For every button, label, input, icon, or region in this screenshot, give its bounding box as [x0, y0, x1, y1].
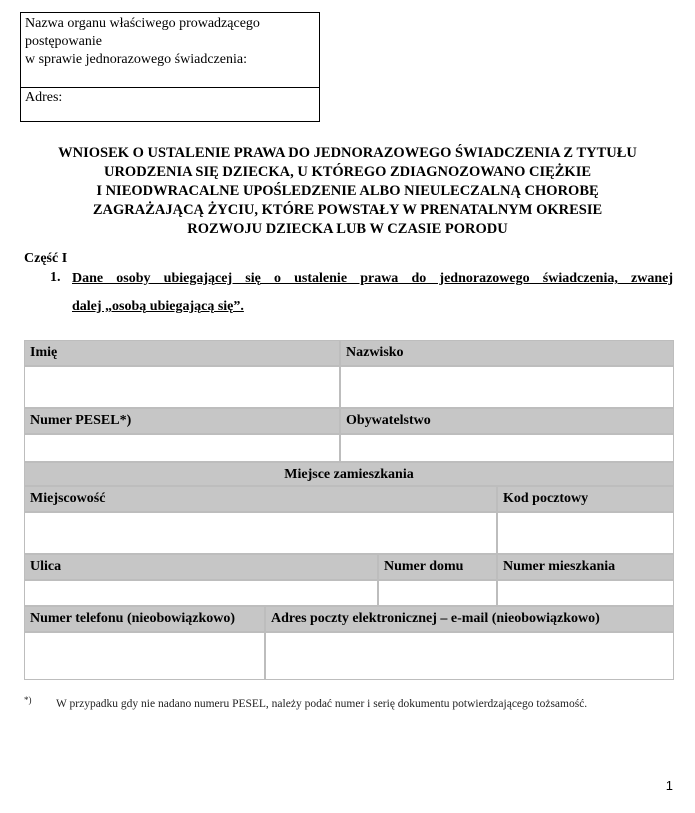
house-number-field[interactable]: [378, 580, 497, 606]
residence-header: Miejsce zamieszkania: [24, 462, 674, 486]
authority-name-label: [25, 15, 315, 69]
title-line: ZAGRAŻAJĄCĄ ŻYCIU, KTÓRE POWSTAŁY W PRENATALNYM OKRESIE: [92, 202, 603, 218]
title-line: WNIOSEK O USTALENIE PRAWA DO JEDNORAZOWEGO ŚWIADCZENIA Z TYTUŁU: [58, 145, 637, 161]
authority-box: [20, 12, 320, 122]
phone-field[interactable]: [24, 632, 265, 680]
section-heading-line: Dane osoby ubiegającej się o ustalenie prawa do jednorazowego świadczenia, zwanej: [72, 271, 673, 286]
street-field[interactable]: [24, 580, 378, 606]
apartment-number-label: Numer mieszkania: [497, 554, 674, 580]
last-name-label: Nazwisko: [340, 340, 674, 366]
locality-label: Miejscowość: [24, 486, 497, 512]
authority-name-line: w sprawie jednorazowego świadczenia:: [25, 52, 247, 67]
section-heading-line: dalej „osobą ubiegającą się”.: [72, 299, 244, 314]
section-number: 1.: [50, 270, 61, 285]
title-line: ROZWOJU DZIECKA LUB W CZASIE PORODU: [187, 221, 508, 237]
street-label: Ulica: [24, 554, 378, 580]
title-line: I NIEODWRACALNE UPOŚLEDZENIE ALBO NIEULECZALNĄ CHOROBĘ: [96, 183, 599, 199]
document-title: [20, 144, 675, 239]
pesel-field[interactable]: [24, 434, 340, 462]
footnote-text: W przypadku gdy nie nadano numeru PESEL, należy podać numer i serię dokumentu potwierdzającego tożsamość.: [56, 698, 588, 710]
first-name-label: Imię: [24, 340, 340, 366]
locality-field[interactable]: [24, 512, 497, 554]
apartment-number-field[interactable]: [497, 580, 674, 606]
title-line: URODZENIA SIĘ DZIECKA, U KTÓREGO ZDIAGNOZOWANO CIĘŻKIE: [103, 164, 592, 180]
phone-label: Numer telefonu (nieobowiązkowo): [24, 606, 265, 632]
email-field[interactable]: [265, 632, 674, 680]
citizenship-label: Obywatelstwo: [340, 408, 674, 434]
authority-divider: [21, 87, 319, 88]
citizenship-field[interactable]: [340, 434, 674, 462]
postal-code-label: Kod pocztowy: [497, 486, 674, 512]
last-name-field[interactable]: [340, 366, 674, 408]
footnote-mark: *): [24, 695, 32, 705]
authority-address-label: Adres:: [25, 90, 63, 105]
section-heading: [72, 270, 673, 316]
part-label: Część I: [24, 251, 68, 266]
authority-name-line: postępowanie: [25, 34, 102, 49]
pesel-label: Numer PESEL*): [24, 408, 340, 434]
first-name-field[interactable]: [24, 366, 340, 408]
page-number: 1: [665, 778, 673, 793]
authority-name-line: Nazwa organu właściwego prowadzącego: [25, 16, 260, 31]
applicant-form: [24, 340, 674, 680]
postal-code-field[interactable]: [497, 512, 674, 554]
house-number-label: Numer domu: [378, 554, 497, 580]
email-label: Adres poczty elektronicznej – e-mail (nieobowiązkowo): [265, 606, 674, 632]
